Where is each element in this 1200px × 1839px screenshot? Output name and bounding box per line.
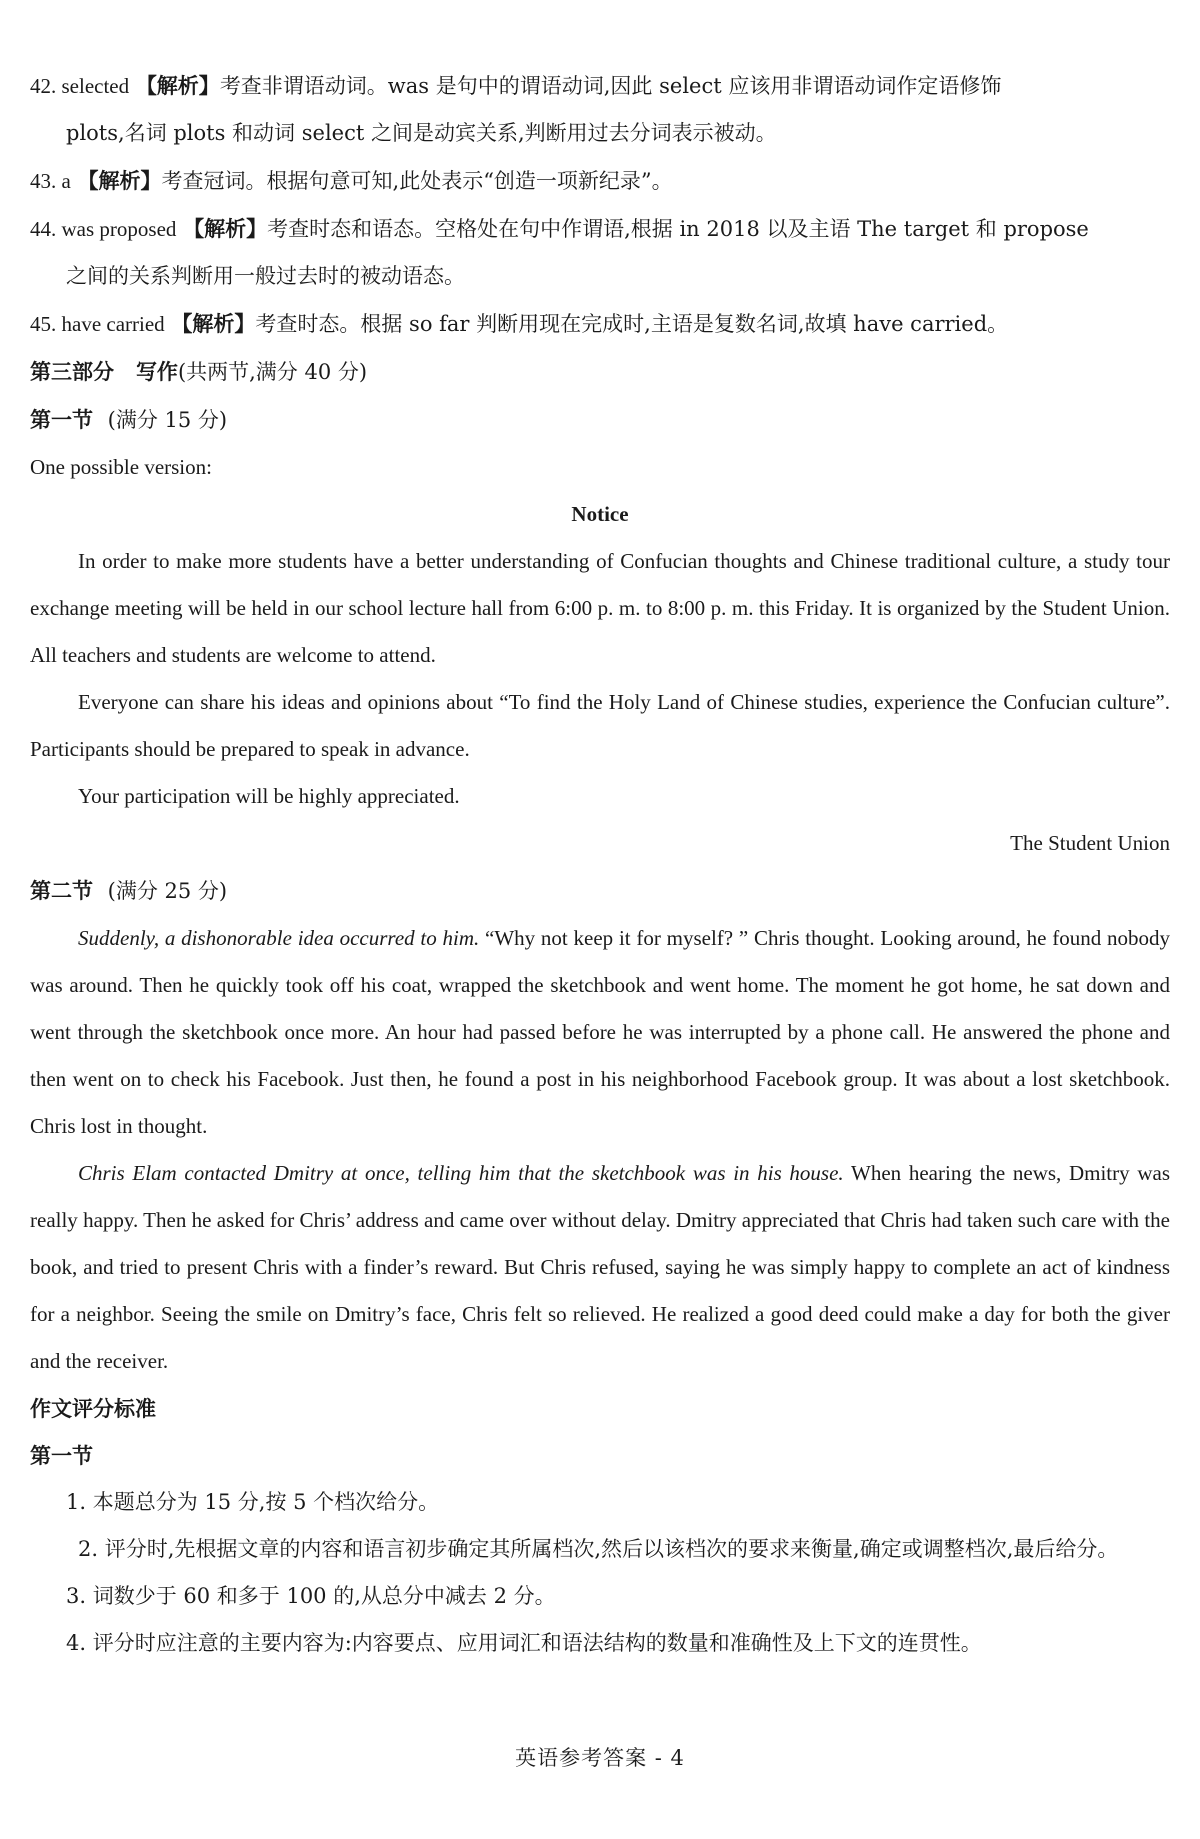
part3-heading bbox=[30, 348, 1170, 396]
answer-42 bbox=[30, 62, 1170, 110]
scoring-item-4: 4. 评分时应注意的主要内容为:内容要点、应用词汇和语法结构的数量和准确性及上下文的连贯性。 bbox=[66, 1631, 982, 1655]
scoring-item-2: 2. 评分时,先根据文章的内容和语言初步确定其所属档次,然后以该档次的要求来衡量,确定或调整档次,最后给分。 bbox=[78, 1537, 1119, 1561]
version-label: One possible version: bbox=[30, 455, 212, 479]
scoring-item-1: 1. 本题总分为 15 分,按 5 个档次给分。 bbox=[66, 1490, 440, 1514]
analysis-tag: 【解析】 bbox=[171, 311, 256, 336]
section2-note: (满分 25 分) bbox=[107, 879, 228, 903]
answer-42-cont: plots,名词 plots 和动词 select 之间是动宾关系,判断用过去分词表示被动。 bbox=[66, 121, 777, 145]
part3-title: 第三部分 bbox=[30, 359, 114, 384]
story-opening-1: Suddenly, a dishonorable idea occurred to him. bbox=[78, 926, 480, 950]
answer-number: 44. was proposed bbox=[30, 217, 177, 241]
notice-signature: The Student Union bbox=[1010, 831, 1170, 855]
scoring-title: 作文评分标准 bbox=[30, 1396, 156, 1421]
part3-note: (共两节,满分 40 分) bbox=[177, 360, 368, 384]
notice-paragraph-3: Your participation will be highly appreciated. bbox=[78, 784, 460, 808]
answer-44 bbox=[30, 205, 1170, 253]
answer-44-cont: 之间的关系判断用一般过去时的被动语态。 bbox=[66, 264, 465, 288]
section1-note: (满分 15 分) bbox=[107, 408, 228, 432]
analysis-tag: 【解析】 bbox=[77, 168, 162, 193]
notice-paragraph-2: Everyone can share his ideas and opinions about “To find the Holy Land of Chinese studies, experience the Confucian culture”. Participants should be prepared to speak in advance. bbox=[30, 690, 1170, 761]
story-opening-2: Chris Elam contacted Dmitry at once, telling him that the sketchbook was in his house. bbox=[78, 1161, 844, 1185]
story-paragraph-2 bbox=[30, 1150, 1170, 1385]
analysis-tag: 【解析】 bbox=[183, 216, 268, 241]
notice-paragraph-1: In order to make more students have a better understanding of Confucian thoughts and Chinese traditional culture, a study tour exchange meeting will be held in our school lecture hall from 6:00 p. m. to 8:00 p. m. this Friday. It is organized by the Student Union. All teachers and students are welcome to attend. bbox=[30, 549, 1170, 667]
section1-heading bbox=[30, 396, 1170, 444]
answer-page bbox=[30, 62, 1170, 1667]
answer-number: 43. a bbox=[30, 169, 71, 193]
scoring-item-3: 3. 词数少于 60 和多于 100 的,从总分中减去 2 分。 bbox=[66, 1584, 556, 1608]
analysis-text: 考查时态。根据 so far 判断用现在完成时,主语是复数名词,故填 have carried。 bbox=[255, 312, 1009, 336]
analysis-tag: 【解析】 bbox=[135, 73, 220, 98]
analysis-text: 考查冠词。根据句意可知,此处表示“创造一项新纪录”。 bbox=[161, 169, 673, 193]
notice-title: Notice bbox=[571, 502, 629, 526]
story-text-2: When hearing the news, Dmitry was really happy. Then he asked for Chris’ address and came over without delay. Dmitry appreciated that Chris had taken such care with the book, and tried to present Chris with a finder’s reward. But Chris refused, saying he was simply happy to complete an act of kindness for a neighbor. Seeing the smile on Dmitry’s face, Chris felt so relieved. He realized a good deed could make a day for both the giver and the receiver. bbox=[30, 1161, 1170, 1373]
answer-43 bbox=[30, 157, 1170, 205]
analysis-text: 考查非谓语动词。was 是句中的谓语动词,因此 select 应该用非谓语动词作定语修饰 bbox=[219, 74, 1002, 98]
answer-number: 42. selected bbox=[30, 74, 130, 98]
section1-title: 第一节 bbox=[30, 407, 93, 432]
story-text-1: “Why not keep it for myself? ” Chris thought. Looking around, he found nobody was around. Then he quickly took off his coat, wrapped the sketchbook and went home. The moment he got home, he sat down and went through the sketchbook once more. An hour had passed before he was interrupted by a phone call. He answered the phone and then went on to check his Facebook. Just then, he found a post in his neighborhood Facebook group. It was about a lost sketchbook. Chris lost in thought. bbox=[30, 926, 1170, 1138]
page-footer: 英语参考答案 - 4 bbox=[515, 1746, 685, 1770]
story-paragraph-1 bbox=[30, 915, 1170, 1150]
analysis-text: 考查时态和语态。空格处在句中作谓语,根据 in 2018 以及主语 The target 和 propose bbox=[267, 217, 1089, 241]
answer-45 bbox=[30, 300, 1170, 348]
part3-subtitle: 写作 bbox=[135, 359, 178, 384]
scoring-section: 第一节 bbox=[30, 1443, 93, 1468]
section2-heading bbox=[30, 867, 1170, 915]
section2-title: 第二节 bbox=[30, 878, 93, 903]
answer-number: 45. have carried bbox=[30, 312, 165, 336]
